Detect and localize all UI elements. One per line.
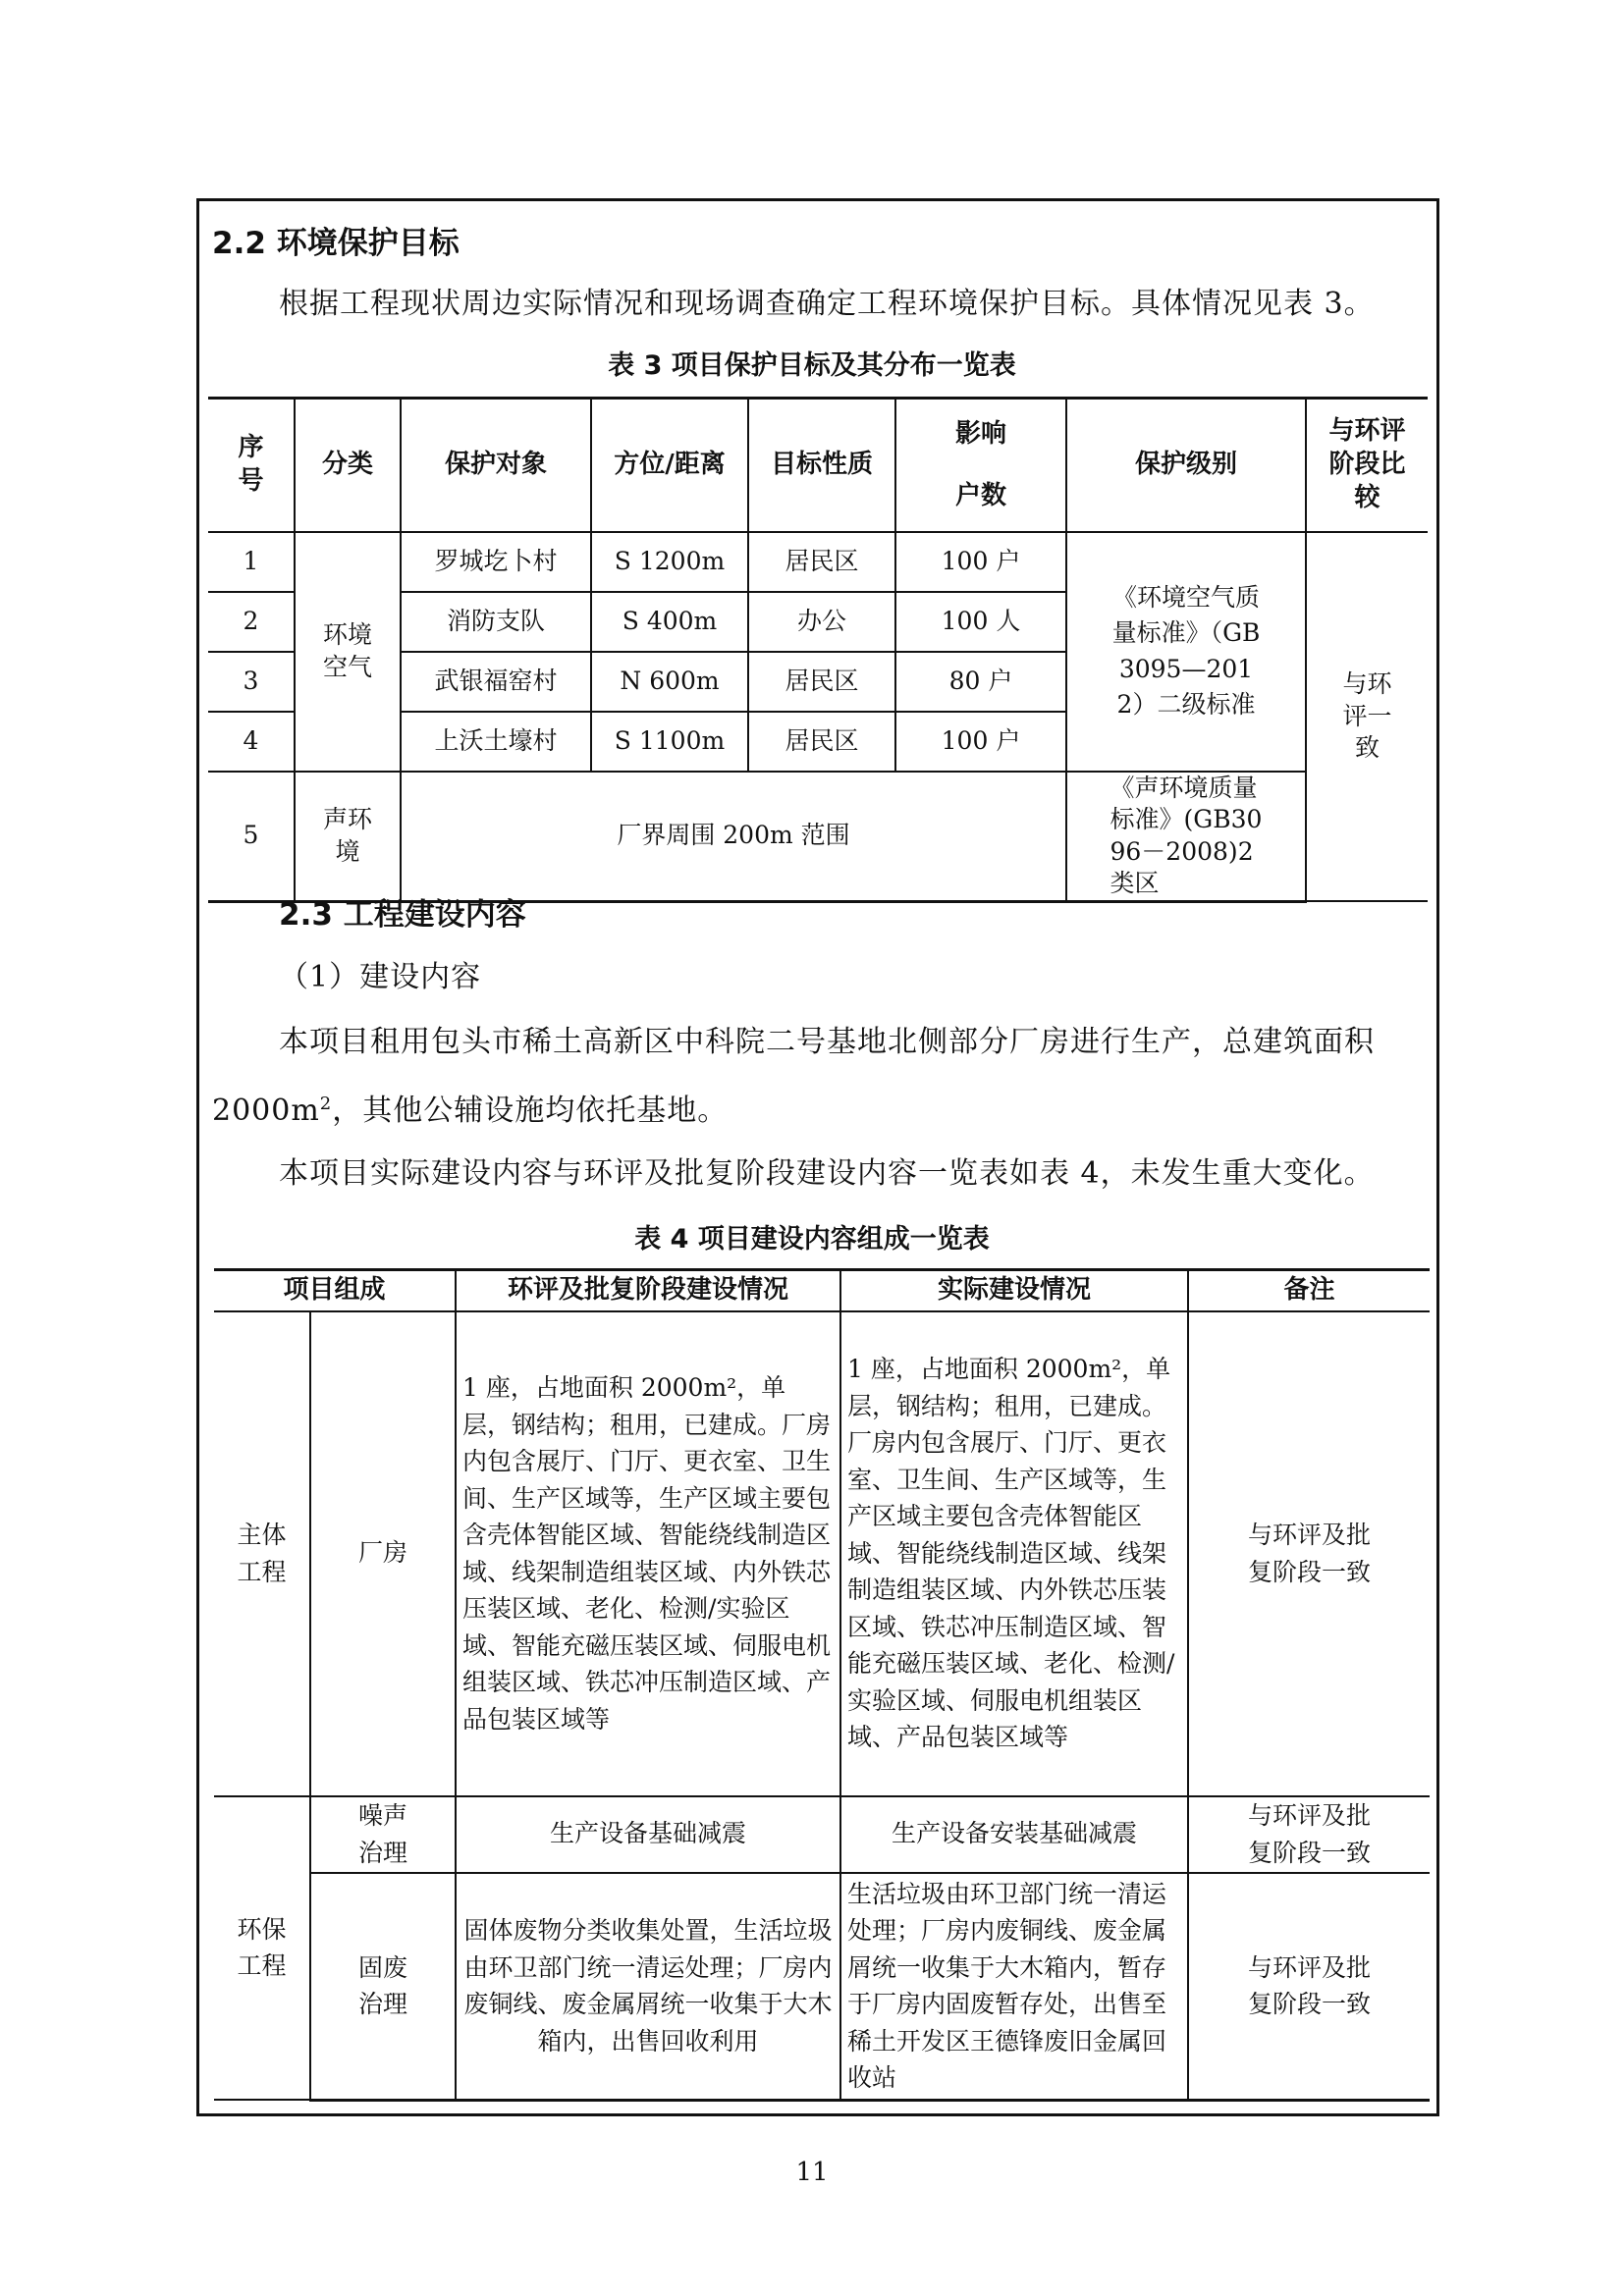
table3-cell-noise-scope: 厂界周围 200m 范围 bbox=[401, 772, 1066, 902]
table3-header-direction: 方位/距离 bbox=[591, 399, 748, 532]
table3-caption: 表 3 项目保护目标及其分布一览表 bbox=[608, 350, 1016, 381]
page-number: 11 bbox=[795, 2158, 829, 2187]
table3-cell-target: 武银福窑村 bbox=[401, 652, 591, 712]
table3-cell-noise-category: 声环境 bbox=[295, 772, 401, 902]
table4-cell-note: 与环评及批复阶段一致 bbox=[1188, 1796, 1430, 1873]
table3-cell-direction: N 600m bbox=[591, 652, 748, 712]
table4-cell-planned: 生产设备基础减震 bbox=[456, 1796, 840, 1873]
table4-header-item: 项目组成 bbox=[214, 1270, 456, 1311]
table3-cell-no: 2 bbox=[208, 592, 295, 652]
table3-header-category: 分类 bbox=[295, 399, 401, 532]
paragraph-comparison: 本项目实际建设内容与环评及批复阶段建设内容一览表如表 4，未发生重大变化。 bbox=[279, 1156, 1375, 1191]
table3-cell-no: 4 bbox=[208, 712, 295, 772]
table3-cell-air-category: 环境空气 bbox=[295, 532, 401, 772]
section-heading-2-2: 2.2 环境保护目标 bbox=[212, 226, 460, 261]
table4-cell-item: 固废治理 bbox=[310, 1873, 456, 2101]
table4-cell-actual: 1 座，占地面积 2000m²，单层，钢结构；租用，已建成。厂房内包含展厅、门厅、更衣室、卫生间、生产区域等，生产区域主要包含壳体智能区域、智能绕线制造区域、线架制造组装区域、内外铁芯压装区域、铁芯冲压制造区域、智能充磁压装区域、老化、检测/实验区域、伺服电机组装区域、产品包装区域等 bbox=[840, 1311, 1188, 1796]
table3-header-count: 影响户数 bbox=[895, 399, 1066, 532]
table3-cell-no: 3 bbox=[208, 652, 295, 712]
table4-cell-note: 与环评及批复阶段一致 bbox=[1188, 1873, 1430, 2101]
table3-cell-nature: 居民区 bbox=[748, 652, 895, 712]
table3-cell-direction: S 400m bbox=[591, 592, 748, 652]
table4-cell-planned: 固体废物分类收集处置，生活垃圾由环卫部门统一清运处理；厂房内废铜线、废金属屑统一收集于大木箱内，出售回收利用 bbox=[456, 1873, 840, 2101]
table3-header-compare: 与环评阶段比较 bbox=[1306, 399, 1428, 532]
section-intro: 根据工程现状周边实际情况和现场调查确定工程环境保护目标。具体情况见表 3。 bbox=[279, 287, 1375, 321]
table4-header-actual: 实际建设情况 bbox=[840, 1270, 1188, 1311]
table3-cell-nature: 居民区 bbox=[748, 712, 895, 772]
table3-cell-count: 80 户 bbox=[895, 652, 1066, 712]
table4-cell-actual: 生活垃圾由环卫部门统一清运处理；厂房内废铜线、废金属屑统一收集于大木箱内，暂存于厂房内固废暂存处，出售至稀土开发区王德锋废旧金属回收站 bbox=[840, 1873, 1188, 2101]
table4-cell-note: 与环评及批复阶段一致 bbox=[1188, 1311, 1430, 1796]
table3-cell-target: 罗城圪卜村 bbox=[401, 532, 591, 592]
table4-cell-item: 厂房 bbox=[310, 1311, 456, 1796]
table3-header-target: 保护对象 bbox=[401, 399, 591, 532]
table3-cell-target: 消防支队 bbox=[401, 592, 591, 652]
construction-content-table bbox=[214, 1268, 1430, 2102]
table4-caption: 表 4 项目建设内容组成一览表 bbox=[634, 1224, 990, 1255]
table4-header-note: 备注 bbox=[1188, 1270, 1430, 1311]
table3-cell-comparison: 与环评一致 bbox=[1306, 532, 1428, 902]
table3-cell-nature: 居民区 bbox=[748, 532, 895, 592]
table3-cell-direction: S 1200m bbox=[591, 532, 748, 592]
table3-cell-direction: S 1100m bbox=[591, 712, 748, 772]
table4-cell-actual: 生产设备安装基础减震 bbox=[840, 1796, 1188, 1873]
subsection-title: （1）建设内容 bbox=[279, 960, 482, 994]
protection-target-table bbox=[208, 397, 1428, 903]
table4-cell-planned: 1 座，占地面积 2000m²，单层，钢结构；租用，已建成。厂房内包含展厅、门厅、更衣室、卫生间、生产区域等，生产区域主要包含壳体智能区域、智能绕线制造区域、线架制造组装区域、内外铁芯压装区域、老化、检测/实验区域、智能充磁压装区域、伺服电机组装区域、铁芯冲压制造区域、产品包装区域等 bbox=[456, 1311, 840, 1796]
paragraph-construction: 本项目租用包头市稀土高新区中科院二号基地北侧部分厂房进行生产，总建筑面积 $2000m^2$，其他公辅设施均依托基地。 bbox=[212, 1025, 1375, 1128]
table3-cell-count: 100 人 bbox=[895, 592, 1066, 652]
table3-cell-no: 5 bbox=[208, 772, 295, 902]
table3-cell-nature: 办公 bbox=[748, 592, 895, 652]
table3-cell-target: 上沃土壕村 bbox=[401, 712, 591, 772]
table4-cell-env-group: 环保工程 bbox=[214, 1796, 310, 2101]
table3-cell-no: 1 bbox=[208, 532, 295, 592]
table3-cell-air-level: 《环境空气质量标准》（GB3095—2012）二级标准 bbox=[1066, 532, 1306, 772]
table4-cell-main-group: 主体工程 bbox=[214, 1311, 310, 1796]
table3-cell-count: 100 户 bbox=[895, 712, 1066, 772]
table4-cell-item: 噪声治理 bbox=[310, 1796, 456, 1873]
table3-cell-noise-level: 《声环境质量标准》(GB3096－2008)2 类区 bbox=[1066, 772, 1306, 902]
section-heading-2-3: 2.3 工程建设内容 bbox=[279, 897, 526, 933]
table3-header-no: 序号 bbox=[208, 399, 295, 532]
table3-header-level: 保护级别 bbox=[1066, 399, 1306, 532]
table4-header-planned: 环评及批复阶段建设情况 bbox=[456, 1270, 840, 1311]
table3-cell-count: 100 户 bbox=[895, 532, 1066, 592]
table3-header-nature: 目标性质 bbox=[748, 399, 895, 532]
